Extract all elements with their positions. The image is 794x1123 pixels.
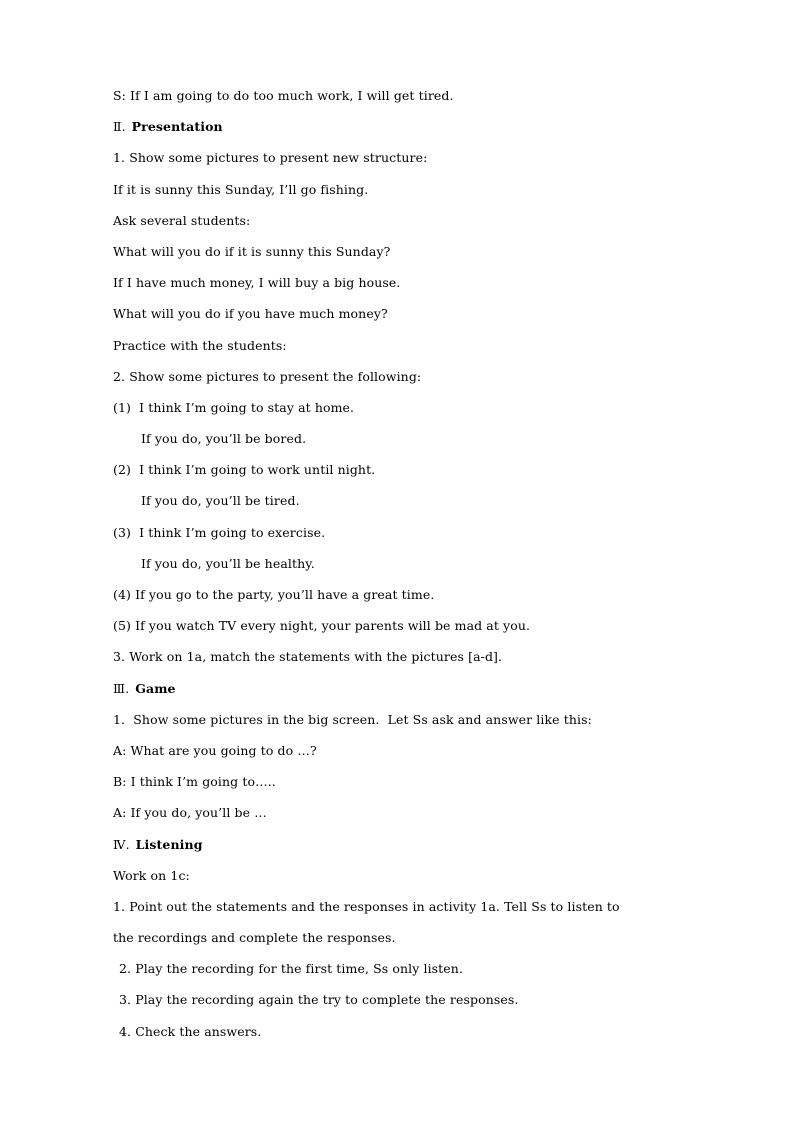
- list-item-response: If you do, you’ll be bored.: [141, 431, 307, 447]
- list-item: (5) If you watch TV every night, your parents will be mad at you.: [113, 618, 531, 634]
- list-item: (3) I think I’m going to exercise.: [113, 524, 326, 540]
- text-line: What will you do if it is sunny this Sunday?: [113, 243, 391, 259]
- text-line: If I have much money, I will buy a big house.: [113, 275, 401, 291]
- section-title: Game: [135, 680, 176, 696]
- text-line: Ask several students:: [113, 212, 251, 228]
- text-line: Practice with the students:: [113, 337, 287, 353]
- list-item: (4) If you go to the party, you’ll have a great time.: [113, 587, 435, 602]
- text-line: S: If I am going to do too much work, I will get tired.: [113, 88, 454, 103]
- text-line: If it is sunny this Sunday, I’ll go fishing.: [113, 181, 369, 197]
- section-numeral: Ⅱ.: [113, 119, 126, 135]
- step-line: 3. Play the recording again the try to complete the responses.: [119, 992, 519, 1008]
- text-line: 2. Show some pictures to present the following:: [113, 368, 422, 384]
- text-line: Work on 1c:: [113, 867, 190, 883]
- text-line: 1. Show some pictures in the big screen. Let Ss ask and answer like this:: [113, 711, 592, 727]
- list-item: (1) I think I’m going to stay at home.: [113, 399, 355, 415]
- dialogue-line: B: I think I’m going to…..: [113, 774, 276, 790]
- dialogue-line: A: What are you going to do …?: [113, 742, 317, 758]
- list-item-response: If you do, you’ll be tired.: [141, 493, 300, 509]
- section-heading-game: [113, 673, 733, 704]
- text-line: 3. Work on 1a, match the statements with the pictures [a-d].: [113, 649, 503, 665]
- section-numeral: Ⅲ.: [113, 680, 130, 696]
- list-item-response: If you do, you’ll be healthy.: [141, 555, 315, 571]
- text-line: What will you do if you have much money?: [113, 306, 388, 322]
- section-numeral: Ⅳ.: [113, 836, 130, 852]
- text-line: the recordings and complete the responses.: [113, 930, 396, 946]
- section-heading-listening: [113, 829, 733, 860]
- dialogue-line: A: If you do, you’ll be …: [113, 805, 267, 821]
- text-line: 1. Show some pictures to present new structure:: [113, 150, 428, 166]
- step-line: 2. Play the recording for the first time, Ss only listen.: [119, 961, 464, 977]
- step-line: 4. Check the answers.: [119, 1023, 262, 1039]
- document-page: [113, 80, 733, 1047]
- section-title: Presentation: [131, 119, 223, 135]
- section-title: Listening: [135, 836, 203, 852]
- text-line: 1. Point out the statements and the responses in activity 1a. Tell Ss to listen to: [113, 898, 620, 914]
- list-item: (2) I think I’m going to work until night.: [113, 462, 376, 478]
- section-heading-presentation: [113, 111, 733, 142]
